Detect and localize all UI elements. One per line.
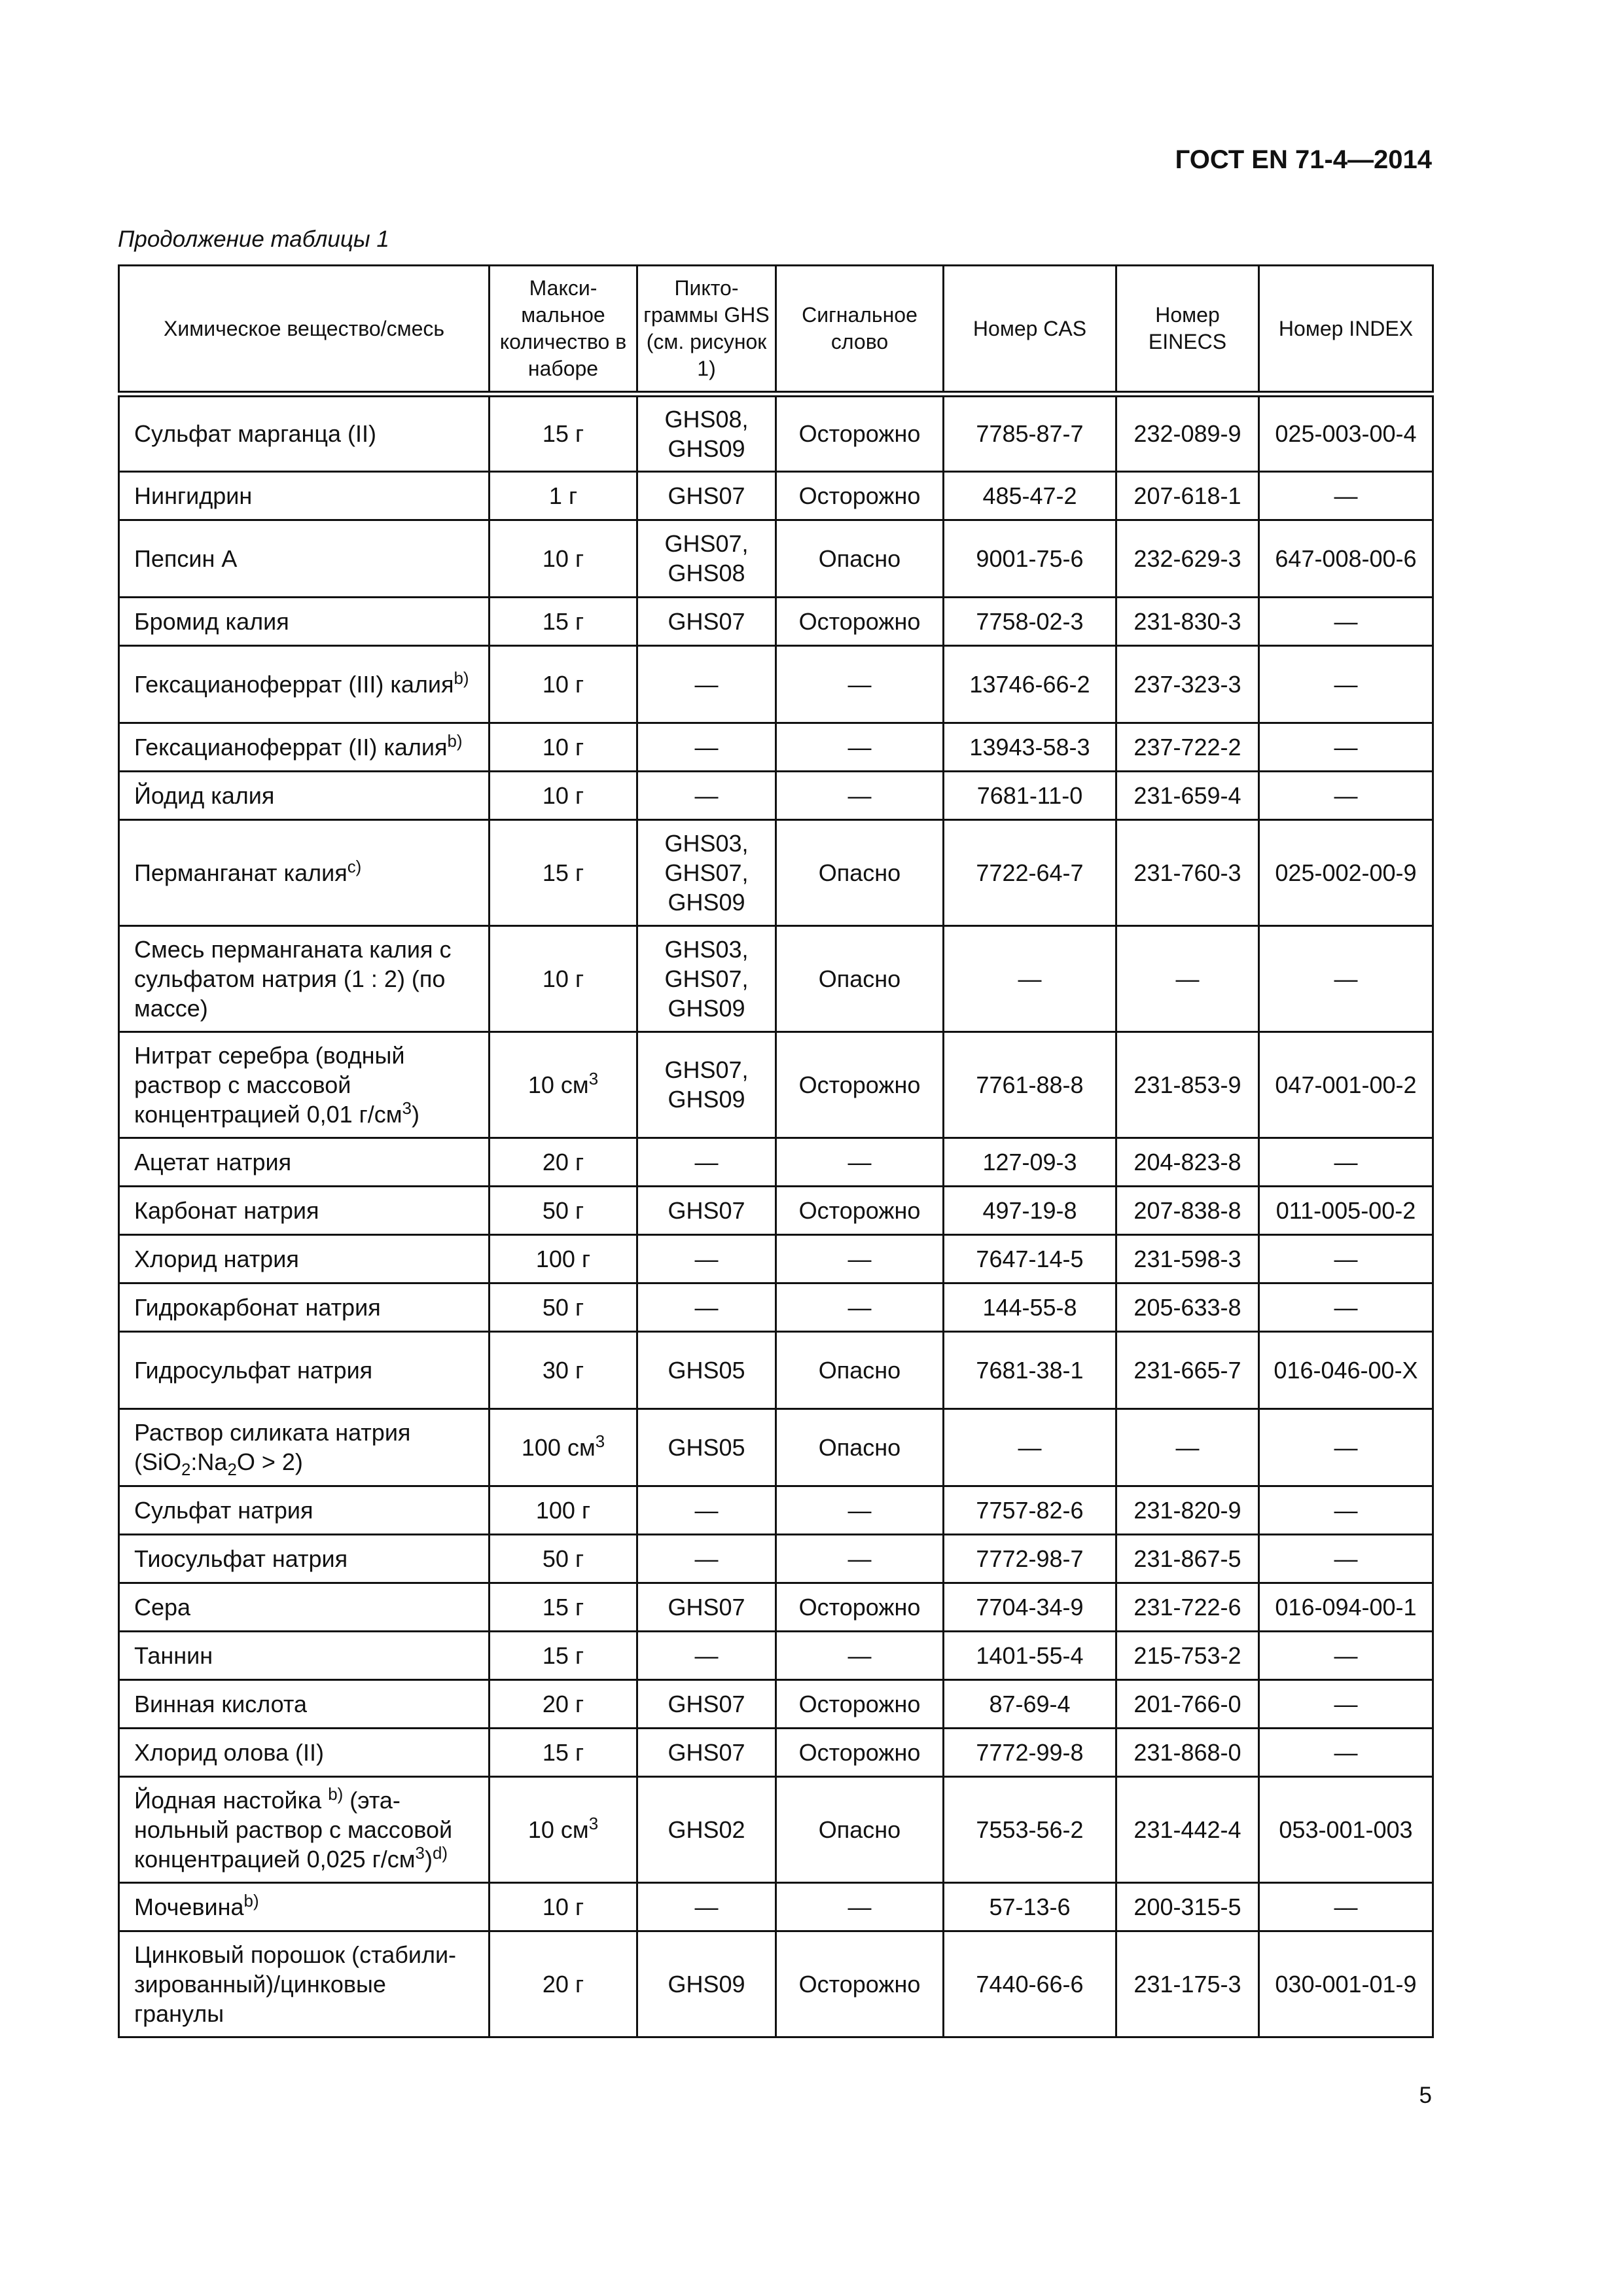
table-row	[119, 1534, 1433, 1583]
header-row	[119, 266, 1433, 395]
cell-substance	[119, 1583, 490, 1631]
substance-name: Гексацианоферрат (III) калия	[134, 670, 454, 698]
header-substance: Химическое вещество/смесь	[119, 266, 490, 395]
quantity-value: 100 г	[535, 1245, 591, 1272]
cell-ghs-pictograms: —	[637, 723, 776, 771]
cell-substance	[119, 925, 490, 1031]
cell-index-number: —	[1259, 1534, 1433, 1583]
page-number: 5	[1419, 2083, 1432, 2108]
cell-signal-word: Осторожно	[776, 394, 944, 471]
table-row	[119, 1138, 1433, 1186]
quantity-value: 10 г	[542, 545, 584, 572]
table-row	[119, 1234, 1433, 1283]
cell-index-number: 016-046-00-X	[1259, 1331, 1433, 1408]
table-row	[119, 1486, 1433, 1534]
cell-index-number: 030-001-01-9	[1259, 1931, 1433, 2037]
table-row	[119, 1931, 1433, 2037]
cell-max-quantity	[490, 1331, 637, 1408]
table-row	[119, 925, 1433, 1031]
cell-einecs-number: 237-323-3	[1116, 645, 1259, 723]
cell-ghs-pictograms: GHS07, GHS09	[637, 1031, 776, 1138]
substance-note-marker: d)	[432, 1844, 448, 1863]
cell-cas-number: 7681-11-0	[944, 771, 1116, 819]
cell-max-quantity	[490, 520, 637, 597]
quantity-value: 50 г	[542, 1196, 584, 1224]
cell-signal-word: Осторожно	[776, 1186, 944, 1234]
cell-ghs-pictograms: GHS05	[637, 1408, 776, 1486]
substance-subscript: 2	[227, 1461, 237, 1480]
cell-signal-word: —	[776, 723, 944, 771]
cell-index-number: —	[1259, 1882, 1433, 1931]
cell-cas-number: 7785-87-7	[944, 394, 1116, 471]
cell-max-quantity	[490, 1882, 637, 1931]
cell-cas-number: —	[944, 1408, 1116, 1486]
cell-substance	[119, 1534, 490, 1583]
table-row	[119, 1631, 1433, 1679]
cell-einecs-number: 231-820-9	[1116, 1486, 1259, 1534]
cell-einecs-number: 204-823-8	[1116, 1138, 1259, 1186]
substance-subscript: 2	[181, 1461, 191, 1480]
cell-max-quantity	[490, 771, 637, 819]
table-row	[119, 645, 1433, 723]
cell-cas-number: 7704-34-9	[944, 1583, 1116, 1631]
substance-name: Йодная настойка	[134, 1786, 329, 1814]
cell-cas-number: 127-09-3	[944, 1138, 1116, 1186]
table-row	[119, 1776, 1433, 1882]
cell-substance	[119, 597, 490, 645]
cell-cas-number: 7757-82-6	[944, 1486, 1116, 1534]
substance-name: Ацетат натрия	[134, 1148, 292, 1175]
table-row	[119, 597, 1433, 645]
quantity-value: 15 г	[542, 1641, 584, 1669]
quantity-unit-exponent: 3	[588, 1814, 599, 1833]
cell-index-number: —	[1259, 925, 1433, 1031]
quantity-value: 20 г	[542, 1690, 584, 1717]
table-row	[119, 1583, 1433, 1631]
cell-substance	[119, 771, 490, 819]
cell-ghs-pictograms: —	[637, 1882, 776, 1931]
cell-substance	[119, 1283, 490, 1331]
cell-max-quantity	[490, 394, 637, 471]
cell-substance	[119, 1882, 490, 1931]
cell-index-number: 025-002-00-9	[1259, 819, 1433, 925]
cell-index-number: 647-008-00-6	[1259, 520, 1433, 597]
quantity-value: 100 г	[535, 1496, 591, 1524]
substance-name: Хлорид натрия	[134, 1245, 299, 1272]
cell-max-quantity	[490, 471, 637, 520]
cell-max-quantity	[490, 925, 637, 1031]
header-signal-word: Сигнальное слово	[776, 266, 944, 395]
cell-ghs-pictograms: GHS07	[637, 1679, 776, 1728]
cell-ghs-pictograms: GHS07, GHS08	[637, 520, 776, 597]
cell-cas-number: 9001-75-6	[944, 520, 1116, 597]
cell-substance	[119, 1186, 490, 1234]
cell-substance	[119, 394, 490, 471]
cell-substance	[119, 1234, 490, 1283]
cell-einecs-number: 231-830-3	[1116, 597, 1259, 645]
substance-name-cont: (эта-нольный раствор с массовой концентрацией 0,025 г/см	[134, 1786, 453, 1873]
cell-cas-number: 13746-66-2	[944, 645, 1116, 723]
cell-max-quantity	[490, 1031, 637, 1138]
cell-index-number: —	[1259, 1234, 1433, 1283]
cell-max-quantity	[490, 819, 637, 925]
cell-einecs-number: 231-598-3	[1116, 1234, 1259, 1283]
substance-superscript: 3	[415, 1844, 425, 1863]
cell-index-number: —	[1259, 471, 1433, 520]
cell-einecs-number: 232-089-9	[1116, 394, 1259, 471]
substance-name: Гидросульфат натрия	[134, 1356, 373, 1384]
cell-ghs-pictograms: GHS02	[637, 1776, 776, 1882]
quantity-value: 1 г	[548, 482, 578, 509]
cell-index-number: —	[1259, 1138, 1433, 1186]
substance-note-marker: b)	[454, 669, 469, 688]
cell-max-quantity	[490, 723, 637, 771]
cell-cas-number: 1401-55-4	[944, 1631, 1116, 1679]
cell-cas-number: 7647-14-5	[944, 1234, 1116, 1283]
cell-einecs-number: 200-315-5	[1116, 1882, 1259, 1931]
table-row	[119, 1408, 1433, 1486]
table-body	[119, 394, 1433, 2037]
substance-name: Перманганат калия	[134, 859, 348, 886]
cell-substance	[119, 1138, 490, 1186]
quantity-value: 10 см	[527, 1071, 589, 1098]
chemicals-table	[118, 264, 1434, 2038]
cell-cas-number: 7722-64-7	[944, 819, 1116, 925]
cell-cas-number: 497-19-8	[944, 1186, 1116, 1234]
cell-index-number: 047-001-00-2	[1259, 1031, 1433, 1138]
cell-max-quantity	[490, 1283, 637, 1331]
table-row	[119, 771, 1433, 819]
table-row	[119, 520, 1433, 597]
cell-ghs-pictograms: GHS03, GHS07, GHS09	[637, 819, 776, 925]
cell-cas-number: 7758-02-3	[944, 597, 1116, 645]
cell-max-quantity	[490, 1408, 637, 1486]
table-row	[119, 1679, 1433, 1728]
cell-signal-word: —	[776, 1486, 944, 1534]
table-row	[119, 1882, 1433, 1931]
cell-cas-number: 13943-58-3	[944, 723, 1116, 771]
table-header	[119, 266, 1433, 395]
cell-ghs-pictograms: —	[637, 645, 776, 723]
cell-index-number: 025-003-00-4	[1259, 394, 1433, 471]
table-row	[119, 471, 1433, 520]
cell-max-quantity	[490, 1234, 637, 1283]
cell-index-number: —	[1259, 1283, 1433, 1331]
cell-max-quantity	[490, 1583, 637, 1631]
header-einecs-number: Номер EINECS	[1116, 266, 1259, 395]
cell-ghs-pictograms: GHS08, GHS09	[637, 394, 776, 471]
cell-cas-number: 7440-66-6	[944, 1931, 1116, 2037]
cell-einecs-number: 231-442-4	[1116, 1776, 1259, 1882]
cell-einecs-number: 231-665-7	[1116, 1331, 1259, 1408]
cell-cas-number: 7772-99-8	[944, 1728, 1116, 1776]
substance-name: Нингидрин	[134, 482, 253, 509]
cell-einecs-number: 231-722-6	[1116, 1583, 1259, 1631]
cell-ghs-pictograms: —	[637, 1486, 776, 1534]
quantity-value: 100 см	[521, 1433, 596, 1461]
substance-note-marker: c)	[347, 857, 362, 876]
quantity-value: 20 г	[542, 1970, 584, 1998]
cell-ghs-pictograms: —	[637, 1234, 776, 1283]
table-row	[119, 819, 1433, 925]
cell-index-number: —	[1259, 1679, 1433, 1728]
cell-index-number: 016-094-00-1	[1259, 1583, 1433, 1631]
cell-max-quantity	[490, 1776, 637, 1882]
cell-ghs-pictograms: GHS07	[637, 471, 776, 520]
cell-ghs-pictograms: GHS05	[637, 1331, 776, 1408]
cell-signal-word: Осторожно	[776, 1931, 944, 2037]
cell-cas-number: 485-47-2	[944, 471, 1116, 520]
cell-ghs-pictograms: GHS09	[637, 1931, 776, 2037]
cell-cas-number: 7772-98-7	[944, 1534, 1116, 1583]
substance-name: Цинковый порошок (стабили-зированный)/цинковые гранулы	[134, 1941, 457, 2027]
cell-signal-word: Осторожно	[776, 1583, 944, 1631]
cell-substance	[119, 645, 490, 723]
cell-index-number: —	[1259, 1486, 1433, 1534]
cell-einecs-number: 231-868-0	[1116, 1728, 1259, 1776]
substance-name: Пепсин А	[134, 545, 238, 572]
header-ghs-pictograms: Пикто-граммы GHS (см. рисунок 1)	[637, 266, 776, 395]
table-row	[119, 1728, 1433, 1776]
cell-index-number: —	[1259, 1408, 1433, 1486]
cell-substance	[119, 1776, 490, 1882]
cell-ghs-pictograms: —	[637, 771, 776, 819]
cell-einecs-number: 231-853-9	[1116, 1031, 1259, 1138]
table-caption: Продолжение таблицы 1	[118, 226, 389, 252]
cell-index-number: —	[1259, 723, 1433, 771]
cell-max-quantity	[490, 645, 637, 723]
substance-name: Винная кислота	[134, 1690, 308, 1717]
cell-signal-word: —	[776, 1631, 944, 1679]
quantity-value: 10 г	[542, 733, 584, 761]
quantity-value: 15 г	[542, 1738, 584, 1766]
cell-substance	[119, 1031, 490, 1138]
substance-name: Раствор силиката натрия (SiO	[134, 1419, 411, 1475]
quantity-value: 10 г	[542, 670, 584, 698]
cell-einecs-number: —	[1116, 925, 1259, 1031]
cell-max-quantity	[490, 1534, 637, 1583]
cell-cas-number: 87-69-4	[944, 1679, 1116, 1728]
quantity-value: 10 г	[542, 1893, 584, 1920]
table-row	[119, 1031, 1433, 1138]
cell-index-number: —	[1259, 597, 1433, 645]
document-code: ГОСТ EN 71-4—2014	[1175, 145, 1432, 174]
cell-signal-word: Осторожно	[776, 1679, 944, 1728]
cell-ghs-pictograms: GHS07	[637, 597, 776, 645]
cell-einecs-number: 231-175-3	[1116, 1931, 1259, 2037]
cell-einecs-number: 207-618-1	[1116, 471, 1259, 520]
cell-substance	[119, 520, 490, 597]
cell-cas-number: 7761-88-8	[944, 1031, 1116, 1138]
substance-note-marker: b)	[243, 1892, 259, 1910]
quantity-value: 10 г	[542, 965, 584, 992]
cell-max-quantity	[490, 1138, 637, 1186]
quantity-value: 20 г	[542, 1148, 584, 1175]
cell-einecs-number: 201-766-0	[1116, 1679, 1259, 1728]
cell-index-number: 011-005-00-2	[1259, 1186, 1433, 1234]
cell-signal-word: —	[776, 1882, 944, 1931]
substance-name: Сульфат натрия	[134, 1496, 313, 1524]
cell-signal-word: —	[776, 1534, 944, 1583]
quantity-unit-exponent: 3	[588, 1069, 599, 1088]
cell-signal-word: Осторожно	[776, 597, 944, 645]
cell-ghs-pictograms: GHS07	[637, 1583, 776, 1631]
cell-einecs-number: 205-633-8	[1116, 1283, 1259, 1331]
cell-substance	[119, 1631, 490, 1679]
cell-signal-word: Опасно	[776, 520, 944, 597]
cell-ghs-pictograms: GHS03, GHS07, GHS09	[637, 925, 776, 1031]
cell-substance	[119, 1408, 490, 1486]
substance-name: Таннин	[134, 1641, 213, 1669]
substance-name: Сера	[134, 1593, 191, 1621]
cell-max-quantity	[490, 1931, 637, 2037]
substance-name-tail: )	[424, 1845, 433, 1873]
cell-ghs-pictograms: —	[637, 1283, 776, 1331]
substance-name: Мочевина	[134, 1893, 244, 1920]
cell-max-quantity	[490, 1186, 637, 1234]
table-row	[119, 1283, 1433, 1331]
quantity-unit-exponent: 3	[595, 1432, 605, 1451]
quantity-value: 15 г	[542, 420, 584, 448]
substance-name: Сульфат марганца (II)	[134, 420, 376, 448]
substance-note-marker: 3	[402, 1099, 412, 1118]
substance-name-tail: )	[411, 1100, 419, 1128]
cell-substance	[119, 1486, 490, 1534]
table-row	[119, 723, 1433, 771]
cell-ghs-pictograms: GHS07	[637, 1728, 776, 1776]
cell-signal-word: Осторожно	[776, 471, 944, 520]
cell-einecs-number: 237-722-2	[1116, 723, 1259, 771]
quantity-value: 10 г	[542, 781, 584, 809]
cell-signal-word: —	[776, 771, 944, 819]
cell-substance	[119, 1728, 490, 1776]
cell-ghs-pictograms: —	[637, 1631, 776, 1679]
cell-cas-number: —	[944, 925, 1116, 1031]
table-row	[119, 394, 1433, 471]
cell-einecs-number: —	[1116, 1408, 1259, 1486]
cell-ghs-pictograms: —	[637, 1534, 776, 1583]
cell-einecs-number: 232-629-3	[1116, 520, 1259, 597]
cell-index-number: —	[1259, 771, 1433, 819]
cell-einecs-number: 207-838-8	[1116, 1186, 1259, 1234]
cell-signal-word: Опасно	[776, 819, 944, 925]
cell-max-quantity	[490, 1728, 637, 1776]
cell-cas-number: 57-13-6	[944, 1882, 1116, 1931]
substance-note-marker: b)	[328, 1785, 344, 1804]
substance-name: Гидрокарбонат натрия	[134, 1293, 381, 1321]
cell-max-quantity	[490, 1679, 637, 1728]
cell-ghs-pictograms: GHS07	[637, 1186, 776, 1234]
quantity-value: 50 г	[542, 1545, 584, 1572]
quantity-value: 15 г	[542, 607, 584, 635]
cell-index-number: —	[1259, 645, 1433, 723]
cell-signal-word: Опасно	[776, 1776, 944, 1882]
cell-signal-word: —	[776, 1283, 944, 1331]
header-index-number: Номер INDEX	[1259, 266, 1433, 395]
substance-name: Смесь перманганата калия с сульфатом натрия (1 : 2) (по массе)	[134, 935, 452, 1022]
cell-index-number: —	[1259, 1728, 1433, 1776]
substance-name-cont: :Na	[190, 1448, 228, 1475]
substance-name: Бромид калия	[134, 607, 289, 635]
cell-index-number: 053-001-003	[1259, 1776, 1433, 1882]
substance-note-marker: b)	[447, 732, 463, 751]
cell-signal-word: Осторожно	[776, 1728, 944, 1776]
cell-cas-number: 7553-56-2	[944, 1776, 1116, 1882]
header-cas-number: Номер CAS	[944, 266, 1116, 395]
cell-cas-number: 144-55-8	[944, 1283, 1116, 1331]
cell-max-quantity	[490, 1486, 637, 1534]
cell-signal-word: Осторожно	[776, 1031, 944, 1138]
quantity-value: 10 см	[527, 1816, 589, 1843]
substance-name: Карбонат натрия	[134, 1196, 319, 1224]
quantity-value: 50 г	[542, 1293, 584, 1321]
cell-einecs-number: 231-760-3	[1116, 819, 1259, 925]
cell-cas-number: 7681-38-1	[944, 1331, 1116, 1408]
quantity-value: 30 г	[542, 1356, 584, 1384]
cell-signal-word: Опасно	[776, 925, 944, 1031]
substance-name-tail: O > 2)	[236, 1448, 303, 1475]
cell-signal-word: —	[776, 1234, 944, 1283]
substance-name: Хлорид олова (II)	[134, 1738, 324, 1766]
cell-einecs-number: 215-753-2	[1116, 1631, 1259, 1679]
cell-substance	[119, 723, 490, 771]
cell-einecs-number: 231-659-4	[1116, 771, 1259, 819]
substance-name: Нитрат серебра (водный раствор с массовой концентрацией 0,01 г/см	[134, 1041, 405, 1128]
cell-substance	[119, 1331, 490, 1408]
cell-max-quantity	[490, 1631, 637, 1679]
cell-signal-word: Опасно	[776, 1408, 944, 1486]
substance-name: Гексацианоферрат (II) калия	[134, 733, 448, 761]
table-row	[119, 1331, 1433, 1408]
cell-signal-word: —	[776, 1138, 944, 1186]
quantity-value: 15 г	[542, 859, 584, 886]
cell-substance	[119, 471, 490, 520]
cell-einecs-number: 231-867-5	[1116, 1534, 1259, 1583]
cell-signal-word: —	[776, 645, 944, 723]
cell-index-number: —	[1259, 1631, 1433, 1679]
substance-name: Йодид калия	[134, 781, 275, 809]
cell-substance	[119, 819, 490, 925]
header-max-quantity: Макси-мальное количество в наборе	[490, 266, 637, 395]
substance-name: Тиосульфат натрия	[134, 1545, 348, 1572]
cell-substance	[119, 1931, 490, 2037]
cell-max-quantity	[490, 597, 637, 645]
cell-ghs-pictograms: —	[637, 1138, 776, 1186]
table-row	[119, 1186, 1433, 1234]
cell-signal-word: Опасно	[776, 1331, 944, 1408]
cell-substance	[119, 1679, 490, 1728]
quantity-value: 15 г	[542, 1593, 584, 1621]
